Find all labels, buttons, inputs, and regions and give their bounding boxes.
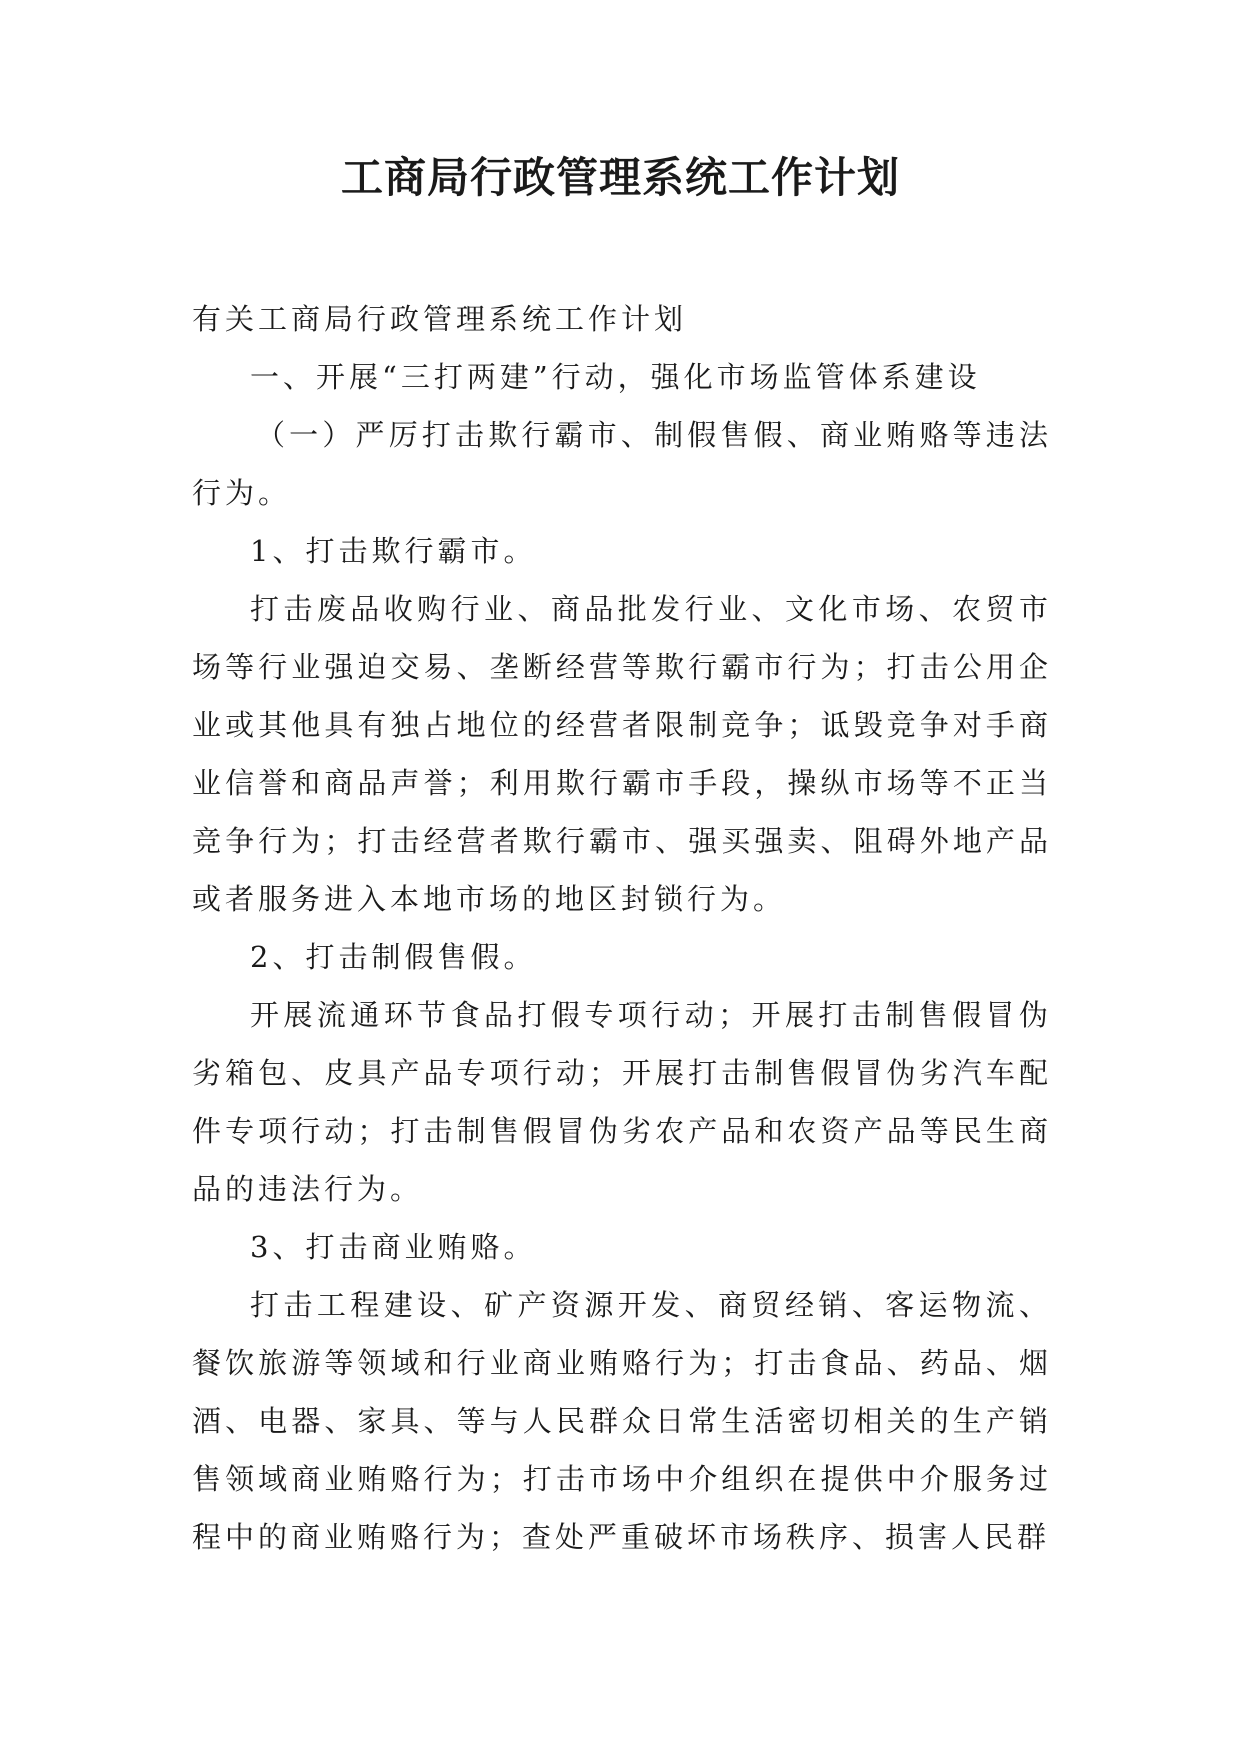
paragraph-item-1-body: 打击废品收购行业、商品批发行业、文化市场、农贸市场等行业强迫交易、垄断经营等欺行霸市行为；打击公用企业或其他具有独占地位的经营者限制竞争；诋毁竞争对手商业信誉和商品声誉；利用欺行霸市手段，操纵市场等不正当竞争行为；打击经营者欺行霸市、强买强卖、阻碍外地产品或者服务进入本地市场的地区封锁行为。 [192, 592, 1052, 916]
document-body [192, 290, 1052, 1566]
paragraph-item-3: 3、打击商业贿赂。 [250, 1230, 537, 1264]
document-title: 工商局行政管理系统工作计划 [340, 153, 900, 202]
paragraph-section-1: 一、开展“三打两建”行动，强化市场监管体系建设 [250, 360, 981, 394]
paragraph-subsection-1: （一）严厉打击欺行霸市、制假售假、商业贿赂等违法行为。 [192, 418, 1052, 510]
paragraph-item-1: 1、打击欺行霸市。 [250, 534, 537, 568]
paragraph-heading: 有关工商局行政管理系统工作计划 [192, 302, 688, 336]
paragraph-item-2-body: 开展流通环节食品打假专项行动；开展打击制售假冒伪劣箱包、皮具产品专项行动；开展打击制售假冒伪劣汽车配件专项行动；打击制售假冒伪劣农产品和农资产品等民生商品的违法行为。 [192, 998, 1052, 1206]
paragraph-item-3-body: 打击工程建设、矿产资源开发、商贸经销、客运物流、餐饮旅游等领域和行业商业贿赂行为；打击食品、药品、烟酒、电器、家具、等与人民群众日常生活密切相关的生产销售领域商业贿赂行为；打击市场中介组织在提供中介服务过程中的商业贿赂行为；查处严重破坏市场秩序、损害人民群 [192, 1288, 1052, 1554]
paragraph-item-2: 2、打击制假售假。 [250, 940, 537, 974]
